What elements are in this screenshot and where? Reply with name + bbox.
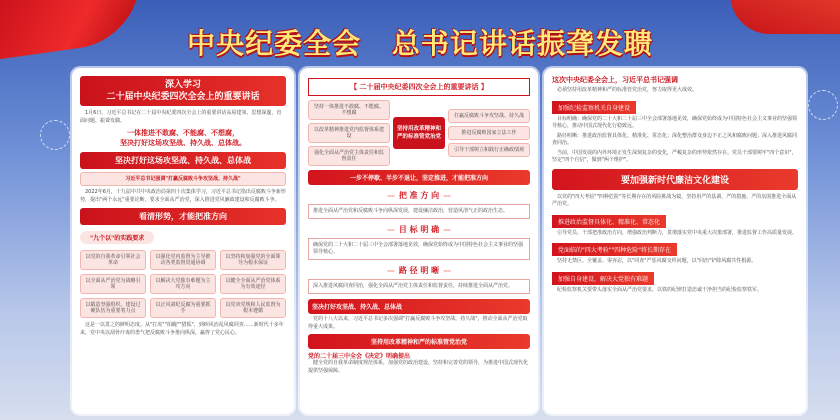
panel3-row-a: 推进政治监督具体化、精准化、常态化 [552,215,666,228]
panel3-row-b: 党面临的"四大考验""四种危险"将长期存在 [552,243,677,256]
panel1-red-line2: 坚决打好这场攻坚战、持久战、总体战。 [120,139,246,147]
panel3-heading: 这次中央纪委全会上，习近平总书记强调 [552,76,678,84]
panel1-header-line2: 二十届中央纪委四次全会上的重要讲话 [106,92,260,102]
panel1-header [80,76,286,106]
panel3-para1: 必须坚持用改革精神和严的标准管党治党，努力取得更大成效。 [557,87,698,93]
grid-item: 以解决大党独有难题为主攻方向 [150,274,216,294]
grid-item: 以全面从严治党为战略引领 [80,274,146,294]
panel2-left-col [308,100,390,166]
panel1-grid [80,250,286,318]
panel2-box-path: 深入推进风腐同查同治，强化全面从严治党主体责任和监督责任，持续推进全面从严治党。 [308,279,530,294]
panel-right [544,68,806,414]
panel2-sec-path: — 路 径 明 晰 — [308,265,530,276]
diagram-item: 打赢反腐败斗争攻坚战、持久战 [448,109,530,123]
grid-item: 以锻造坚强组织、建设过硬队伍为重要着力点 [80,298,146,318]
panel1-para3: 这是一以贯之的鲜明态度。从"打虎""拍蝇""猎狐"，到纠风治乱风腐同查……新时代十多年来，党中央以刮骨疗毒的勇气把反腐败斗争推向纵深，赢得了党心民心。 [80,322,284,336]
panel3-para6: 引导党员、干部把准政治方向，增强政治判断力，贯彻落实党中央重大决策部署，推进监督工作高质量发展。 [557,229,798,236]
grid-item: 以党的自我革命引领社会革命 [80,250,146,270]
panel2-sec-goal: — 目 标 明 确 — [308,224,530,235]
panel2-band2: 坚持用改革精神和严的标准管党治党 [308,334,530,349]
diagram-item: 坚持一体推进不敢腐、不能腐、不想腐 [308,100,390,120]
grid-item: 以坚持和加强党的全面领导为根本保证 [220,250,286,270]
panel2-band2-sub: 党的二十届三中全会《决定》明确提出 [308,353,411,360]
panel2-sec-focus: — 把 准 方 向 — [308,190,530,201]
panel3-para7: 坚持无禁区、全覆盖、零容忍，以"同查"严惩风腐交织问题，以"同治"铲除风腐共性根源。 [557,258,757,264]
panel1-para1: 1月6日，习近平总书记在二十届中央纪委四次全会上的重要讲话高屋建瓴、思想深邃，直面问题、振聋发聩。 [80,110,282,124]
panel2-right-col [448,109,530,157]
diagram-item: 推进反腐败国家立法工作 [448,126,530,140]
panel3-para5: 以党的"四大考验""四种危险"等长期存在的风险挑战为镜，坚持用严的基调、严的措施、严的氛围推进全面从严治党。 [552,193,797,207]
diagram-item: 引导干部树立和践行正确政绩观 [448,143,530,157]
panel1-section2: 看清形势，才能把准方向 [80,208,286,225]
panel2-title: 【 二十届中央纪委四次全会上的重要讲话 】 [308,78,530,96]
panel2-box-focus: 推进全面从严治党和反腐败斗争向纵深发展，建设廉洁政治，营造风清气正的政治生态。 [308,204,530,219]
panel1-para2: 2022年6月，十九届中共中央政治局第四十次集体学习，习近平总书记指出反腐败斗争新形势，提出"两个永远"重要论断，要求全面从严治党，深入推进党风廉政建设和反腐败斗争。 [80,189,286,203]
panel1-pill: "九个以"的实践要求 [80,231,154,244]
panel2-diagram [308,100,530,166]
panel2-box-goal: 确保党的二十大和二十届三中全会部署落地见效，确保党始终成为中国特色社会主义事业的坚强领导核心。 [308,238,530,260]
firework-decoration [808,90,838,120]
panel1-section1: 坚决打好这场攻坚战、持久战、总体战 [80,152,286,169]
panel3-para3: 路径明晰：推进政治监督具体化、精准化、常态化；深化整治群众身边不正之风和腐败问题；深入推进风腐同查同治。 [552,132,798,146]
grid-item: 以强化党内监督为主导推动各类监督贯通协调 [150,250,216,270]
panel2-center-box: 坚持用改革精神和严的标准管党治党 [393,117,445,149]
diagram-item: 以改革精神推进党内监督体系建设 [308,123,390,143]
panel1-pill-wrap [80,225,286,246]
panel-left [72,68,294,414]
panel3-para8: 纪检监察机关要带头落实全面从严治党要求，以铁的纪律打造忠诚干净担当的纪检监察铁军。 [557,286,763,293]
diagram-item: 强化全面从严治党主体责任和监督责任 [308,146,390,166]
panel2-slogan: 一步不停歇、半步不退让，坚定推进，才能把准方向 [308,170,530,185]
panel2-band1-para: 党的十八大以来，习近平总书记多次强调"打赢反腐败斗争攻坚战、持久战"，推动全面从严治党取得重大成果。 [308,316,528,330]
panel1-red-line1: 一体推进不敢腐、不能腐、不想腐， [127,129,239,137]
panel3-big-header: 要加强新时代廉洁文化建设 [552,169,798,190]
panel2-band2-para: 健全党的自我革命制度规范体系，加强党的政治建设，坚持和完善党的领导，为推进中国式现代化提供坚强保障。 [308,360,529,374]
panel1-header-line1: 深入学习 [164,80,201,90]
grid-item: 以正风肃纪反腐为重要抓手 [150,298,216,318]
banner-part2: 总书记讲话振聋发聩 [391,27,653,60]
panel3-para4: 当前，中国发展的内外环境正发生深刻复杂的变化，严峻复杂的形势依然存在。党员干部要树牢"四个意识"，坚定"四个自信"，做到"两个维护"。 [552,149,797,163]
panel1-section1-sub: 习近平总书记强调"打赢反腐败斗争攻坚战、持久战" [80,172,286,186]
banner-part1: 中央纪委全会 [187,27,362,60]
panel3-row-c: 加强自身建设，解决大党独有难题 [552,272,654,285]
panel-middle [300,68,538,414]
panel3-para2: 目标明确：确保党的二十大和二十届三中全会部署落地见效，确保党始终成为中国特色社会主义事业的坚强领导核心，推动中国式现代化行稳致远。 [552,115,798,129]
grid-item: 以健全全面从严治党体系为有效途径 [220,274,286,294]
firework-decoration [40,120,70,150]
panel3-sub1: 加强纪检监察机关自身建设 [552,101,636,114]
page-banner [0,22,840,62]
grid-item: 以党章党规和人民监督为根本遵循 [220,298,286,318]
panel2-band1: 坚决打好攻坚战、持久战、总体战 [308,299,530,314]
